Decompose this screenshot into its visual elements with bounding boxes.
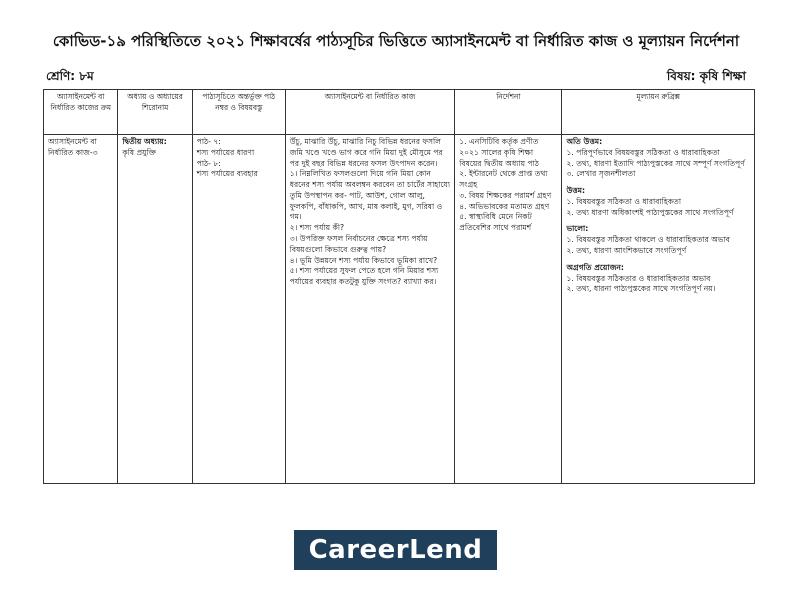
rubric-item: ৩. লেখার সৃজনশীলতা [566, 169, 636, 179]
guidelines-cell [455, 135, 562, 484]
rubric-item: ১. বিষয়বস্তুর সঠিকতা ও ধারাবাহিকতা [566, 196, 682, 206]
task-item: ৫। শস্য পর্যায়ের সুফল পেতে হলে গনি মিয়ার শস্য পর্যায়ের ব্যবহার কতটুকু যুক্তি সংগত? ব্যাখ্যা কর। [289, 266, 439, 287]
chapter-label: দ্বিতীয় অধ্যায়: [122, 137, 167, 146]
chapter-title: কৃষি প্রযুক্তি [122, 147, 157, 157]
rubric-level: অতি উত্তম: [566, 137, 603, 146]
guideline-item: ৪. অভিভাবকের মতামত গ্রহণ [459, 201, 550, 211]
rubric-item: ২. তথ্য, ধারণা আংশিকভাবে সংগতিপূর্ণ [566, 246, 687, 256]
rubric-level: উত্তম: [566, 186, 586, 196]
header-lessons: পাঠ্যসূচিতে অন্তর্ভুক্ত পাঠ নম্বর ও বিষয়বস্তু [192, 90, 285, 135]
document-title: কোভিড-১৯ পরিস্থিতিতে ২০২১ শিক্ষাবর্ষের পাঠ্যসূচির ভিত্তিতে অ্যাসাইনমেন্ট বা নির্ধারিত কাজ ও মূল্যায়ন নির্দেশনা [52, 32, 740, 50]
rubric-item: ২. তথ্য ধারণা অধিকাংশই পাঠ্যপুস্তকের সাথে সংগতিপূর্ণ [566, 207, 734, 217]
header-rubric: মূল্যায়ন রুব্রিক্স [562, 90, 755, 135]
class-label: শ্রেণি: ৮ম [46, 69, 94, 83]
header-guidelines: নির্দেশনা [455, 90, 562, 135]
task-item: ১। নিম্নলিখিত ফসলগুলো দিয়ে গনি মিয়া কোন ধরনের শস্য পর্যায় অবলম্বন করবেন তা চার্টের সাহায্যে তুমি উপস্থাপন কর- পাট, আউশ, গোল আলু, ফুলকপি, বাঁধাকপি, আখ, মাষ কলাই, মুগ, সরিষা ও গম। [289, 169, 451, 222]
assignment-table [43, 89, 755, 484]
header-assignment: অ্যাসাইনমেন্ট বা নির্ধারিত কাজ [285, 90, 455, 135]
table-header-row [44, 90, 755, 135]
lesson-line: পাঠ- ৮: [196, 158, 221, 168]
guideline-item: ২. ইন্টারনেট থেকে প্রাপ্ত তথ্য সংগ্রহ [459, 169, 548, 190]
rubric-level: অগ্রগতি প্রয়োজন: [566, 262, 624, 272]
task-number: অ্যাসাইনমেন্ট বা নির্ধারিত কাজ-৩ [48, 137, 98, 157]
rubric-level: ভালো: [566, 224, 589, 234]
header-chapter: অধ্যায় ও অধ্যায়ের শিরোনাম [118, 90, 192, 135]
lesson-line: পাঠ- ৭: [196, 137, 221, 146]
header-task-number: অ্যাসাইনমেন্ট বা নির্ধারিত কাজের ক্রম [44, 90, 118, 135]
guideline-item: ৫. স্বাস্থ্যবিধি মেনে নিকট প্রতিবেশির সাথে পরামর্শ [459, 212, 532, 233]
rubric-item: ১. বিষয়বস্তুর সঠিকতা থাকলে ও ধারাবাহিকতার অভাব [566, 235, 730, 245]
task-item: ৪। ভূমি উন্নয়নে শস্য পর্যায় কিভাবে ভূমিকা রাখে? [289, 255, 438, 265]
task-item: ৩। উপরিক্ত ফসল নির্বাচনের ক্ষেত্রে শস্য পর্যায় বিষয়গুলো কিভাবে গুরুত্ব পায়? [289, 234, 428, 254]
guideline-item: ৩. বিষয় শিক্ষকের পরামর্শ গ্রহণ [459, 190, 552, 200]
rubric-item: ২. তথ্য, ধারণা ইত্যাদি পাঠ্যপুস্তকের সাথে সম্পূর্ণ সংগতিপূর্ণ [566, 158, 745, 168]
assignment-cell [285, 135, 455, 484]
task-number-cell [44, 135, 118, 484]
rubric-item: ১. বিষয়বস্তুর সঠিকতার ও ধারাবাহিকতার অভাব [566, 273, 711, 283]
rubric-item: ২. তথ্য, ধারনা পাঠ্যপুস্তকের সাথে সংগতিপূর্ণ নয়। [566, 284, 716, 294]
chapter-cell [118, 135, 192, 484]
careerlend-logo: CareerLend [294, 530, 497, 570]
table-row [44, 135, 755, 484]
guideline-item: ১. এনসিটিবি কর্তৃক প্রণীত ২০২১ সালের কৃষি শিক্ষা বিষয়ের দ্বিতীয় অধ্যায় পাঠ [459, 137, 539, 168]
lessons-cell [192, 135, 285, 484]
lesson-line: শস্য পর্যায়ের ধারণা [196, 147, 255, 157]
rubric-cell [562, 135, 755, 484]
subject-label: বিষয়: কৃষি শিক্ষা [666, 69, 746, 83]
task-intro: উঁচু, মাঝারি উঁচু, মাঝারি নিচু বিভিন্ন ধরনের ফসলি জমি খণ্ডে খণ্ডে ভাগ করে গনি মিয়া দুই মৌসুমে পর পর দুই বছর বিভিন্ন ধরনের ফসল উৎপাদন করেন। [289, 137, 443, 168]
task-item: ২। শস্য পর্যায় কী? [289, 223, 345, 233]
lesson-line: শস্য পর্যায়ের ব্যবহার [196, 169, 258, 179]
rubric-item: ১. পরিপূর্ণভাবে বিষয়বস্তুর সঠিকতা ও ধারাবাহিকতা [566, 147, 720, 157]
